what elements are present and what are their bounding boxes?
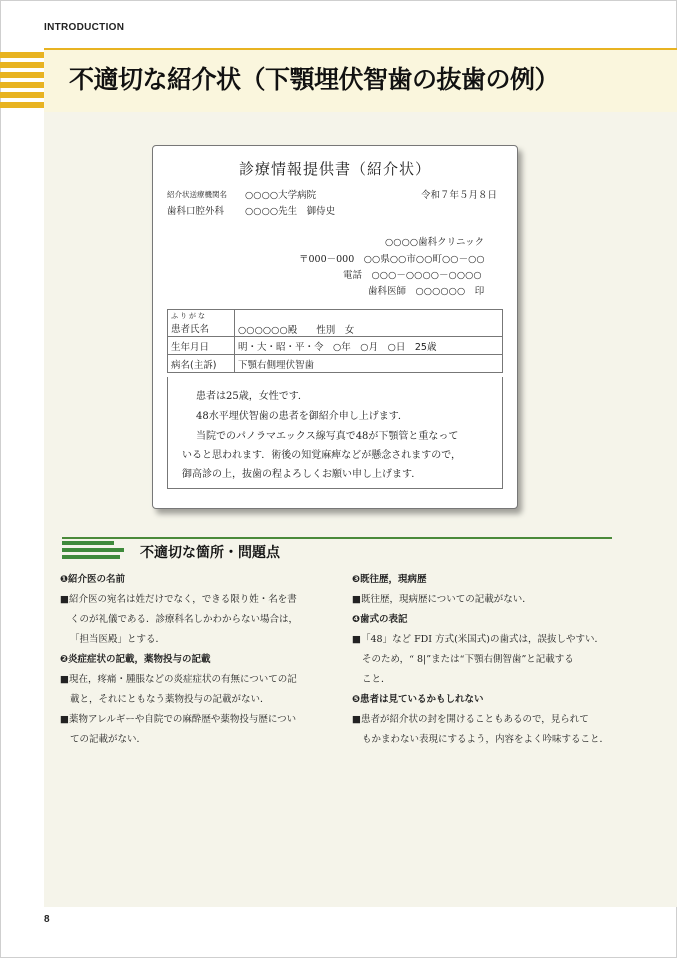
- dest-label: 紹介状送療機関名: [167, 190, 227, 199]
- dob-value: 明・大・昭・平・令 ○年 ○月 ○日 25歳: [235, 337, 503, 355]
- issue-text: ■現在，疼痛・腫脹などの炎症症状の有無についての記: [60, 674, 297, 685]
- section-label: INTRODUCTION: [44, 22, 125, 33]
- page-number: 8: [44, 914, 50, 925]
- issue-text: くのが礼儀である．診療科名しかわからない場合は，: [70, 614, 299, 625]
- dx-value: 下顎右側埋伏智歯: [235, 355, 503, 373]
- issue-heading: ❹歯式の表記: [352, 614, 408, 625]
- issue-text: ■紹介医の宛名は姓だけでなく，できる限り姓・名を書: [60, 594, 297, 605]
- furigana-label: ふりがな: [171, 311, 207, 320]
- table-row: [168, 337, 503, 355]
- patient-table: [167, 309, 503, 373]
- title-stripes: [0, 50, 44, 112]
- message-line: 患者は25歳，女性です．: [196, 391, 308, 402]
- issue-text: ■薬物アレルギーや自院での麻酔歴や薬物投与歴につい: [60, 714, 297, 725]
- section-rule: [62, 537, 612, 539]
- letter-message: [167, 377, 503, 489]
- issue-text: もかまわない表現にするよう，内容をよく吟味すること．: [362, 734, 610, 745]
- issue-heading: ❷炎症症状の記載，薬物投与の記載: [60, 654, 211, 665]
- table-row: [168, 310, 503, 337]
- issues-title: 不適切な箇所・問題点: [140, 545, 280, 561]
- table-row: [168, 355, 503, 373]
- dest-dept: 歯科口腔外科: [167, 206, 225, 217]
- sender-phone: 電話 ○○○－○○○○－○○○○: [343, 270, 482, 281]
- name-value: ○○○○○○殿 性別 女: [235, 310, 503, 337]
- name-label-cell: [168, 310, 235, 337]
- issue-text: 「担当医殿」とする．: [70, 634, 166, 645]
- issue-text: 載と，それにともなう薬物投与の記載がない．: [70, 694, 270, 705]
- issue-text: ■患者が紹介状の封を開けることもあるので，見られて: [352, 714, 589, 725]
- issue-heading: ❺患者は見ているかもしれない: [352, 694, 484, 705]
- letter-title: 診療情報提供書（紹介状）: [238, 160, 431, 178]
- dx-label: 病名(主訴): [168, 355, 235, 373]
- dest-value: ○○○○大学病院: [245, 190, 317, 201]
- letter-date: 令和７年５月８日: [421, 190, 498, 201]
- message-line: 48水平埋伏智歯の患者を御紹介申し上げます．: [196, 411, 408, 422]
- dest-doctor: ○○○○先生 御侍史: [245, 206, 336, 217]
- issue-text: こと．: [362, 674, 391, 685]
- issue-text: ■既往歴，現病歴についての記載がない．: [352, 594, 532, 605]
- sender-address: 〒000－000 ○○県○○市○○町○○－○○: [299, 254, 485, 265]
- sender-clinic: ○○○○歯科クリニック: [385, 237, 485, 248]
- dob-label: 生年月日: [168, 337, 235, 355]
- page-title: 不適切な紹介状（下顎埋伏智歯の抜歯の例）: [69, 65, 560, 94]
- message-line: 当院でのパノラマエックス線写真で48が下顎管と重なって: [196, 431, 459, 442]
- name-label: 患者氏名: [171, 323, 210, 335]
- sender-dentist: 歯科医師 ○○○○○○ 印: [368, 286, 485, 297]
- issue-heading: ❸既往歴，現病歴: [352, 574, 427, 585]
- issue-text: そのため，“ 8|”または“下顎右側智歯”と記載する: [362, 654, 574, 665]
- issues-right-column: [352, 570, 622, 750]
- message-line: 御高診の上，抜歯の程よろしくお願い申し上げます．: [182, 469, 422, 480]
- issue-text: ての記載がない．: [70, 734, 147, 745]
- referral-letter: [152, 145, 518, 509]
- message-line: いると思われます．術後の知覚麻痺などが懸念されますので，: [182, 450, 461, 461]
- section-bars: [62, 539, 124, 560]
- issue-text: ■「48」など FDI 方式(米国式)の歯式は，誤抜しやすい．: [352, 634, 604, 645]
- issue-heading: ❶紹介医の名前: [60, 574, 126, 585]
- issues-left-column: [60, 570, 330, 750]
